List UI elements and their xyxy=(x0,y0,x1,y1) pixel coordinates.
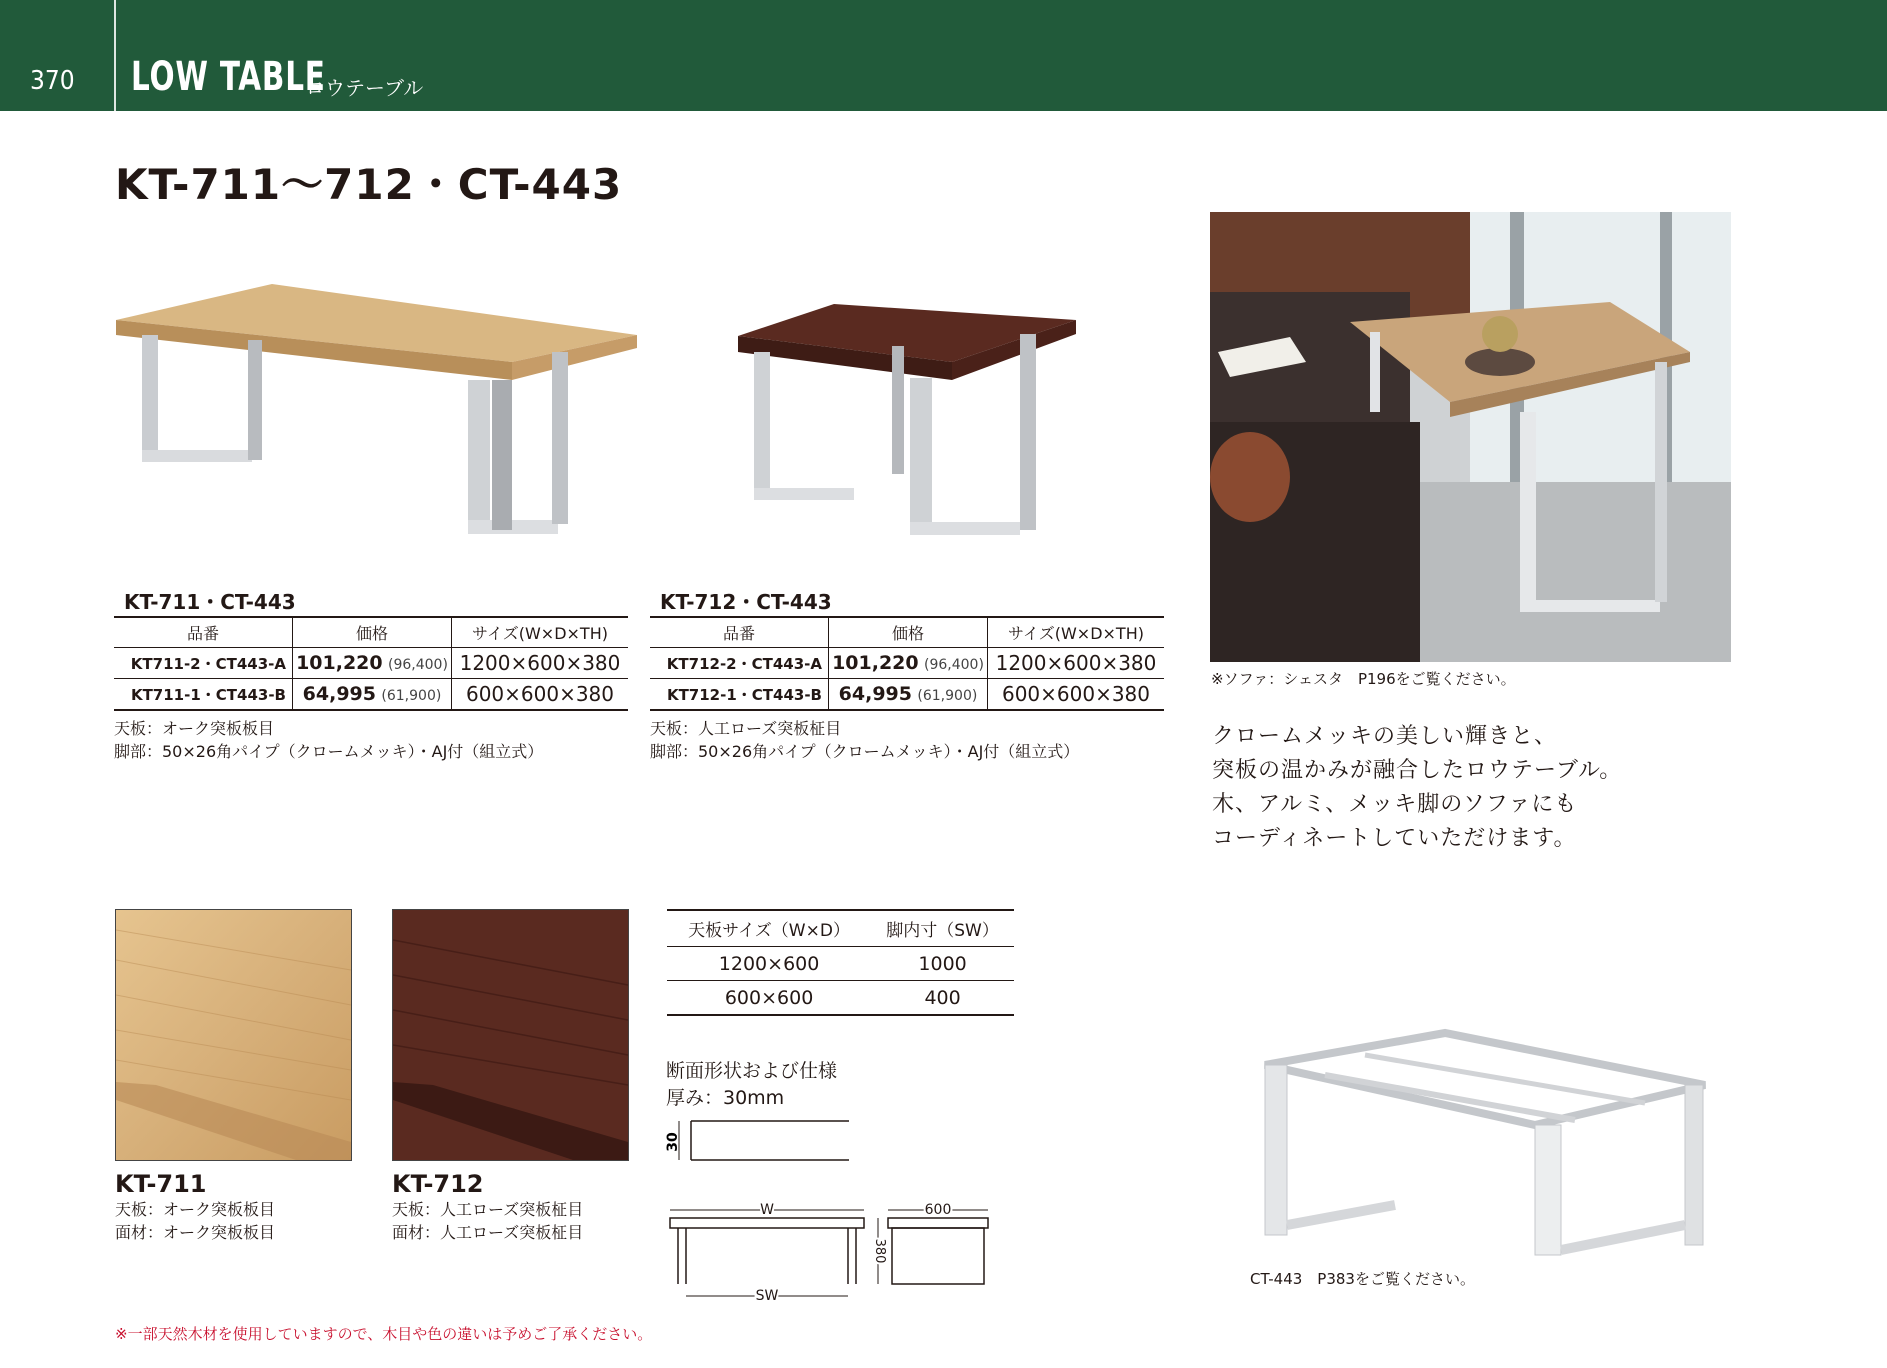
product-code: KT712-1・CT443-B xyxy=(650,679,829,711)
price-excl-tax: (61,900) xyxy=(381,688,442,704)
inner-leg: 1000 xyxy=(871,947,1014,981)
price: 101,220 xyxy=(832,652,919,674)
size: 600×600×380 xyxy=(452,679,629,711)
section-spec xyxy=(666,1058,837,1112)
sample-notes-kt711 xyxy=(115,1198,275,1244)
table-row xyxy=(667,947,1014,981)
col-header-price: 価格 xyxy=(829,617,988,648)
room-photo xyxy=(1210,212,1731,662)
page-header xyxy=(0,0,1887,111)
description-line: コーディネートしていただけます。 xyxy=(1212,826,1577,851)
footer-note: ※一部天然木材を使用していますので、木目や色の違いは予めご了承ください。 xyxy=(115,1325,653,1343)
top-size: 600×600 xyxy=(667,981,871,1016)
description-line: 突板の温かみが融合したロウテーブル。 xyxy=(1212,758,1623,783)
thickness-text: 厚み：30mm xyxy=(666,1087,785,1109)
table-caption: KT-711・CT-443 xyxy=(124,590,296,614)
size: 1200×600×380 xyxy=(452,648,629,679)
size-table xyxy=(667,909,1014,1016)
page-number: 370 xyxy=(30,66,75,96)
section-subtitle: ロウテーブル xyxy=(305,76,424,100)
price-excl-tax: (96,400) xyxy=(924,657,984,673)
col-header-code: 品番 xyxy=(650,617,829,648)
dim-sw: SW xyxy=(755,1288,779,1304)
sample-label-kt711: KT-711 xyxy=(115,1170,207,1198)
photo-note: ※ソファ：シェスタ P196をご覧ください。 xyxy=(1211,670,1516,688)
product-code: KT712-2・CT443-A xyxy=(650,648,829,679)
dimension-diagram xyxy=(666,1196,996,1308)
oak-sample-swatch xyxy=(115,909,352,1161)
col-header-size: サイズ(W×D×TH) xyxy=(988,617,1165,648)
price: 101,220 xyxy=(296,652,383,674)
dim-w: W xyxy=(760,1202,774,1218)
rose-sample-swatch xyxy=(392,909,629,1161)
model-title: KT-711～712・CT-443 xyxy=(115,160,623,209)
table-row xyxy=(667,981,1014,1016)
leg-note: 脚部：50×26角パイプ（クロームメッキ）・AJ付（組立式） xyxy=(650,742,1080,761)
frame-product-image xyxy=(1245,1025,1715,1260)
inner-leg: 400 xyxy=(871,981,1014,1016)
price: 64,995 xyxy=(302,683,376,705)
sample-notes-kt712 xyxy=(392,1198,583,1244)
col-header-code: 品番 xyxy=(114,617,293,648)
frame-note: CT-443 P383をご覧ください。 xyxy=(1250,1270,1475,1288)
top-size: 1200×600 xyxy=(667,947,871,981)
col-header-inner-leg: 脚内寸（SW） xyxy=(871,910,1014,947)
product-description xyxy=(1212,720,1622,856)
cross-section-diagram xyxy=(663,1116,853,1166)
table-row xyxy=(650,679,1164,711)
price-table-kt711 xyxy=(114,588,628,763)
col-header-size: サイズ(W×D×TH) xyxy=(452,617,629,648)
table-row xyxy=(114,648,628,679)
price-excl-tax: (61,900) xyxy=(917,688,978,704)
size: 1200×600×380 xyxy=(988,648,1165,679)
section-spec-title: 断面形状および仕様 xyxy=(666,1060,838,1082)
table-row xyxy=(114,679,628,711)
table-caption: KT-712・CT-443 xyxy=(660,590,832,614)
description-line: 木、アルミ、メッキ脚のソファにも xyxy=(1212,792,1578,817)
size: 600×600×380 xyxy=(988,679,1165,711)
sample-note: 天板：オーク突板板目 xyxy=(115,1200,276,1219)
section-title: LOW TABLE xyxy=(131,54,326,100)
kt711-product-image xyxy=(112,280,642,540)
dim-30: 30 xyxy=(665,1132,681,1152)
price-excl-tax: (96,400) xyxy=(388,657,448,673)
spec-notes xyxy=(114,717,628,763)
header-divider xyxy=(114,0,116,111)
sample-label-kt712: KT-712 xyxy=(392,1170,484,1198)
dim-380: 380 xyxy=(872,1238,887,1264)
top-material-note: 天板：人工ローズ突板柾目 xyxy=(650,719,842,738)
sample-note: 面材：オーク突板板目 xyxy=(115,1223,276,1242)
col-header-price: 価格 xyxy=(293,617,452,648)
top-material-note: 天板：オーク突板板目 xyxy=(114,719,275,738)
product-code: KT711-2・CT443-A xyxy=(114,648,293,679)
description-line: クロームメッキの美しい輝きと、 xyxy=(1212,724,1558,749)
kt712-product-image xyxy=(734,300,1084,540)
leg-note: 脚部：50×26角パイプ（クロームメッキ）・AJ付（組立式） xyxy=(114,742,544,761)
table-row xyxy=(650,648,1164,679)
price-table-kt712 xyxy=(650,588,1164,763)
spec-notes xyxy=(650,717,1164,763)
price: 64,995 xyxy=(838,683,912,705)
product-code: KT711-1・CT443-B xyxy=(114,679,293,711)
col-header-top-size: 天板サイズ（W×D） xyxy=(667,910,871,947)
sample-note: 天板：人工ローズ突板柾目 xyxy=(392,1200,584,1219)
dim-600: 600 xyxy=(924,1202,952,1218)
sample-note: 面材：人工ローズ突板柾目 xyxy=(392,1223,584,1242)
